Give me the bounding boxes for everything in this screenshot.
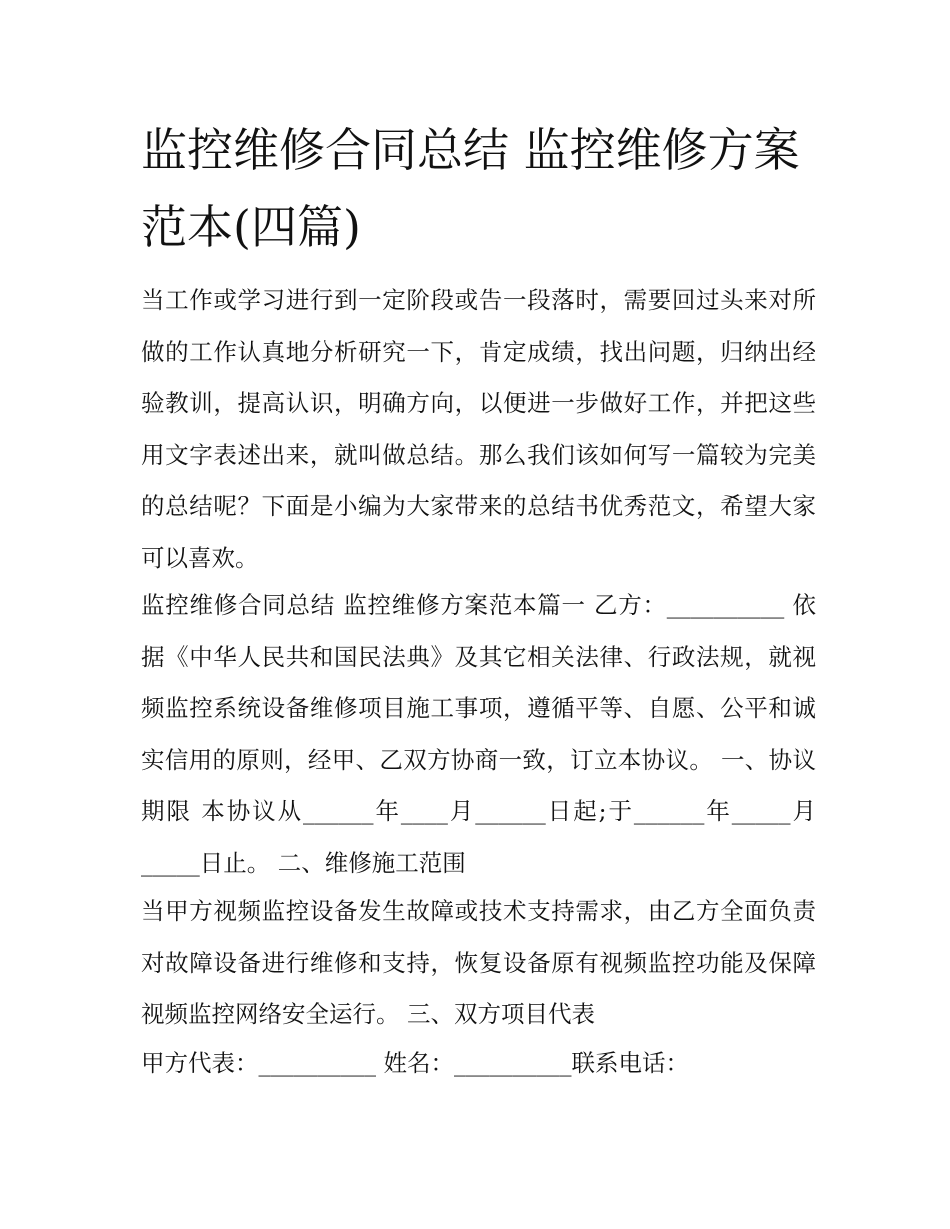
scope-paragraph: 当甲方视频监控设备发生故障或技术支持需求，由乙方全面负责对故障设备进行维修和支持，恢复设备原有视频监控功能及保障视频监控网络安全运行。 三、双方项目代表	[141, 897, 816, 1028]
document-title: 监控维修合同总结 监控维修方案范本(四篇)	[141, 123, 800, 254]
representative-paragraph: 甲方代表：__________ 姓名：__________联系电话：	[141, 1049, 689, 1077]
contract-paragraph: 监控维修合同总结 监控维修方案范本篇一 乙方：__________ 依据《中华人民共和国民法典》及其它相关法律、行政法规，就视频监控系统设备维修项目施工事项，遵循平等、自愿、公平和诚实信用的原则，经甲、乙双方协商一致，订立本协议。 一、协议期限 本协议从______年____月______日起;于______年_____月_____日止。 二、维修施工范围	[141, 591, 816, 877]
intro-paragraph: 当工作或学习进行到一定阶段或告一段落时，需要回过头来对所做的工作认真地分析研究一下，肯定成绩，找出问题，归纳出经验教训，提高认识，明确方向，以便进一步做好工作，并把这些用文字表述出来，就叫做总结。那么我们该如何写一篇较为完美的总结呢？下面是小编为大家带来的总结书优秀范文，希望大家可以喜欢。	[141, 286, 816, 572]
